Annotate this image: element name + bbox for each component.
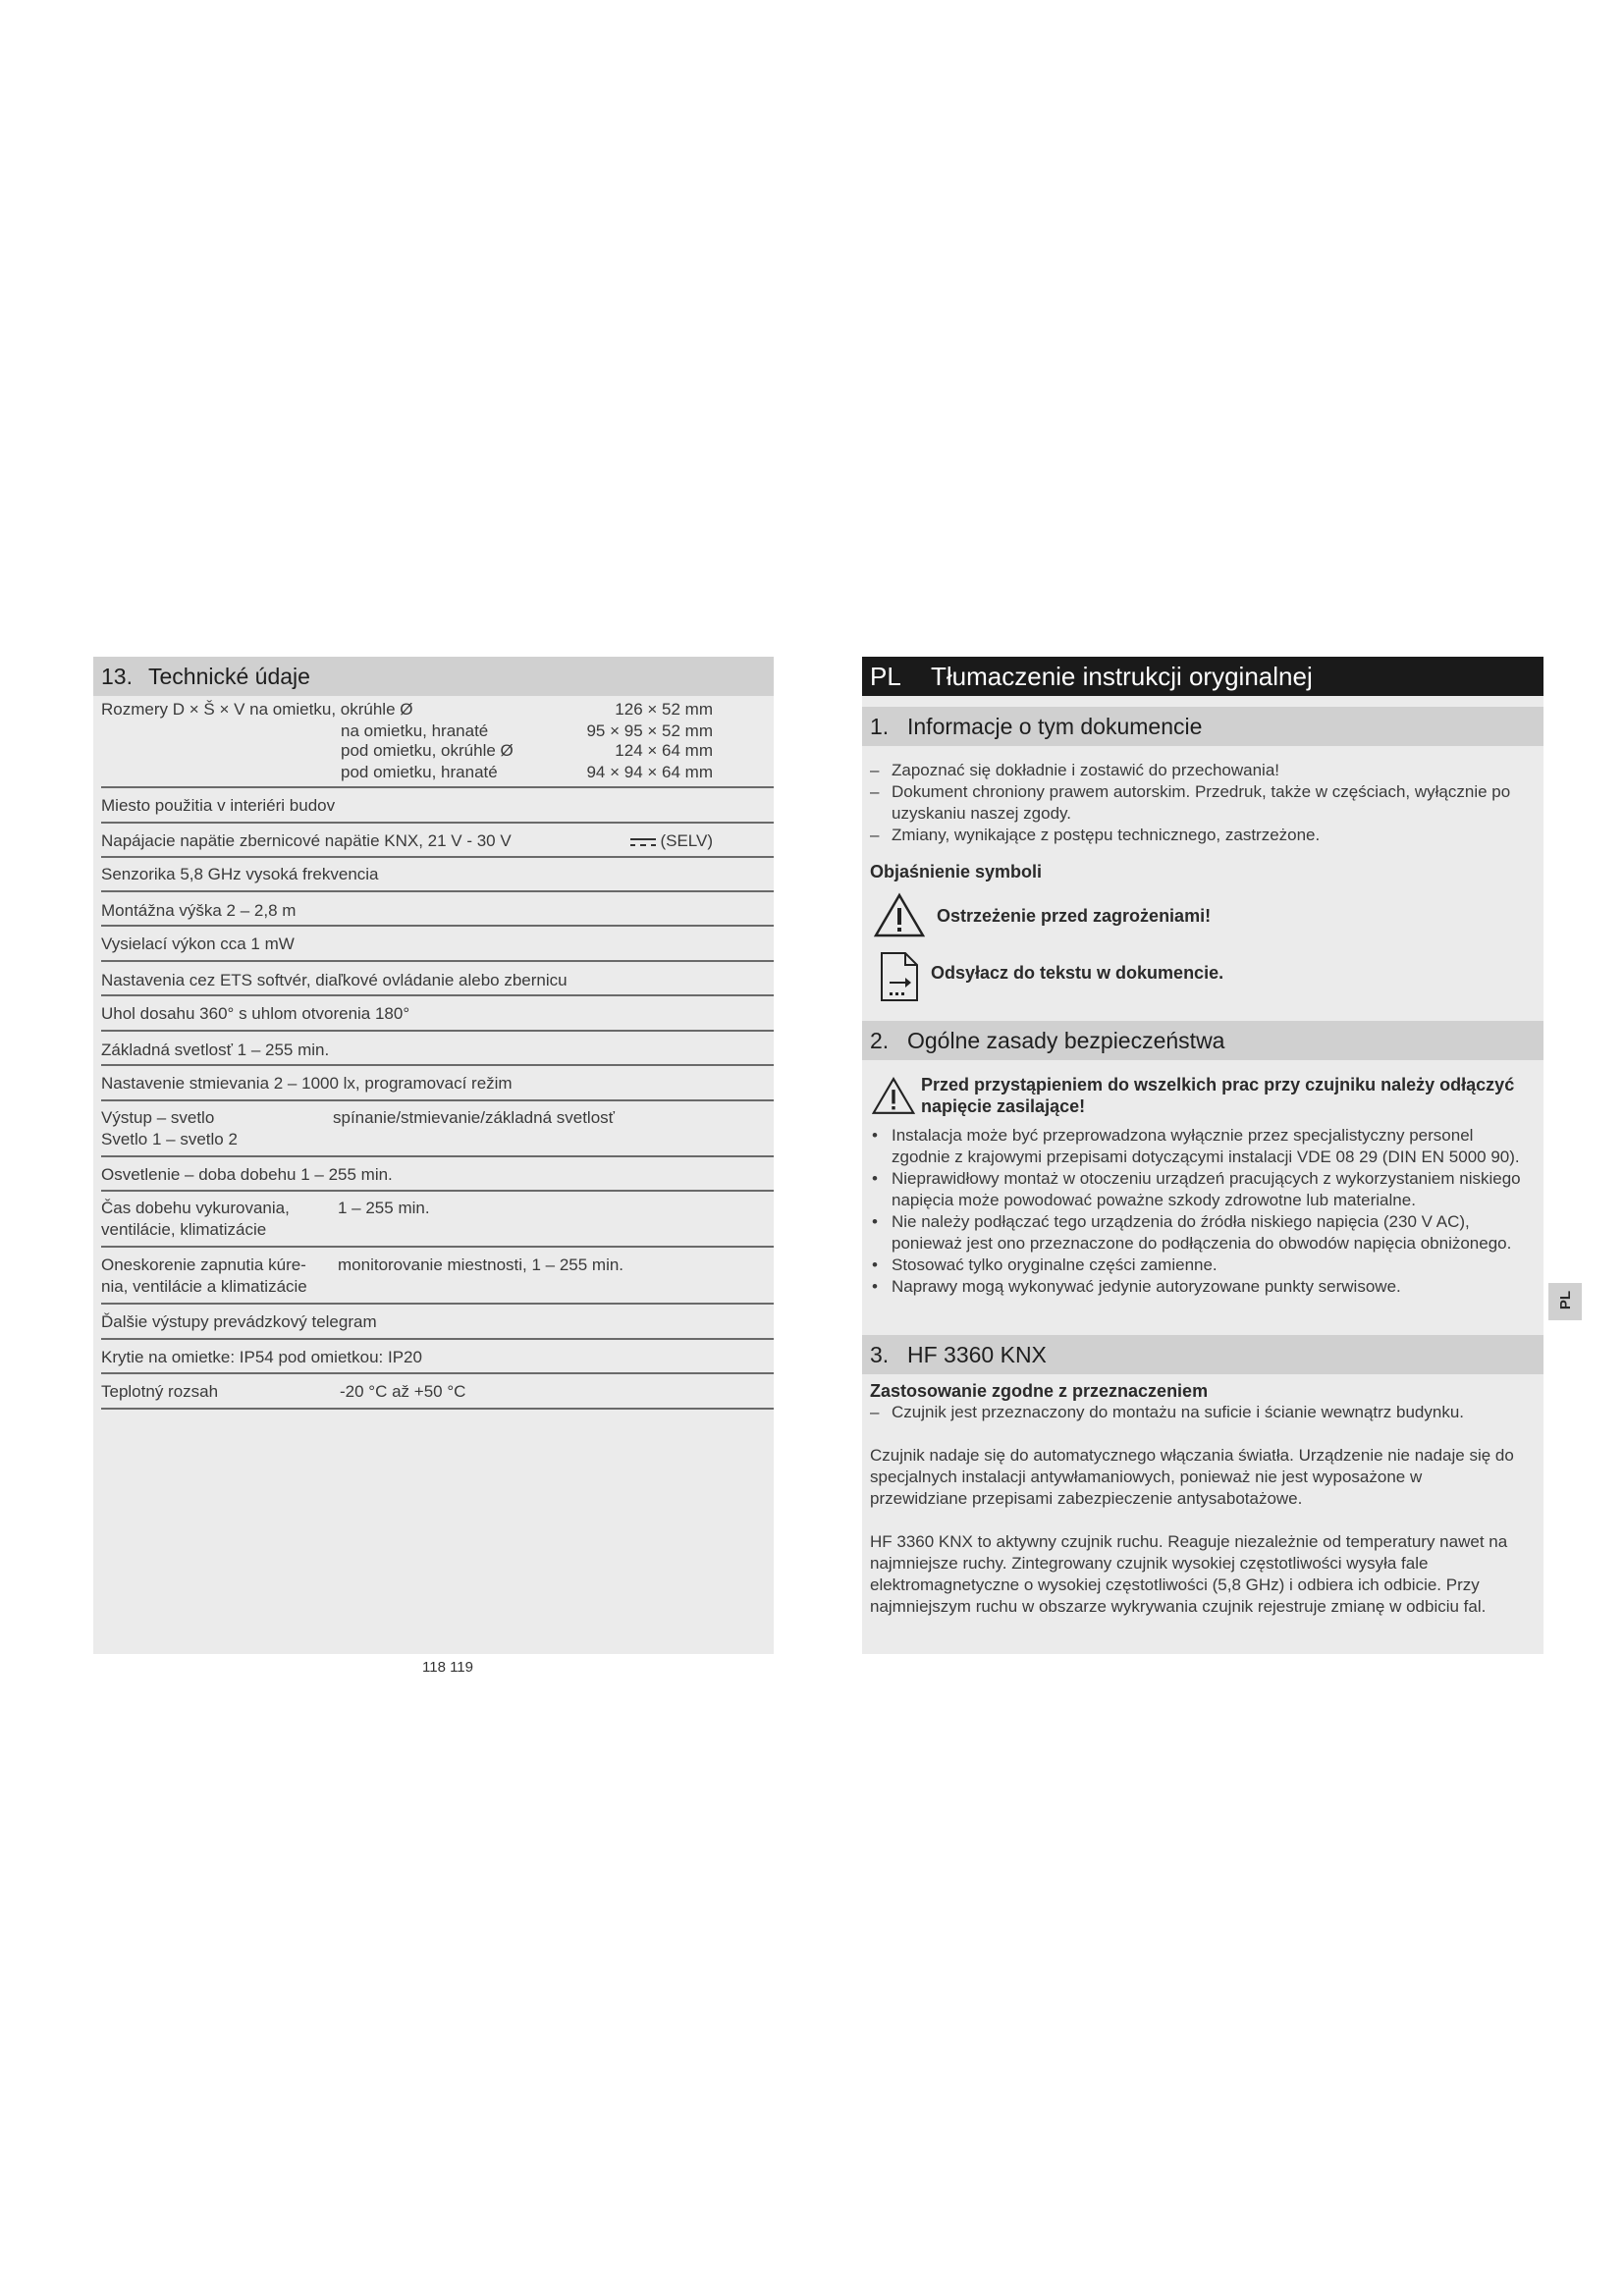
- intended-use-list: [862, 1402, 1543, 1423]
- table-row-voltage: [101, 824, 774, 858]
- page-numbers: 118 119: [422, 1659, 473, 1676]
- selv-value: [630, 830, 713, 852]
- symbol-warning-text: Ostrzeżenie przed zagrożeniami!: [937, 906, 1212, 926]
- spec-table: [93, 696, 774, 1410]
- list-item: • Instalacja może być przeprowadzona wyłącznie przez specjalistyczny personel zgodnie z krajowymi przepisami dotyczącymi instalacji VDE 08 29 (DIN EN 5000 90).: [870, 1125, 1524, 1168]
- dc-symbol-icon: [630, 836, 656, 848]
- section-number: 3.: [870, 1342, 890, 1367]
- section-13-heading: [93, 657, 774, 696]
- list-item: – Czujnik jest przeznaczony do montażu na suficie i ścianie wewnątrz budynku.: [870, 1402, 1524, 1423]
- dim-label: pod omietku, hranaté: [341, 763, 498, 781]
- row-value: spínanie/stmievanie/základná svetlosť: [333, 1108, 616, 1127]
- safety-list: [862, 1125, 1543, 1298]
- language-side-tab: [1548, 1283, 1582, 1320]
- section-1-heading: [862, 707, 1543, 746]
- row-text: Nastavenia cez ETS softvér, diaľkové ovládanie alebo zbernicu: [101, 971, 568, 989]
- table-row-heating: [101, 1192, 774, 1248]
- section-title: HF 3360 KNX: [907, 1342, 1047, 1367]
- language-code: PL: [870, 662, 901, 691]
- paragraph: Czujnik nadaje się do automatycznego włączania światła. Urządzenie nie nadaje się do specjalnych instalacji antywłamaniowych, ponieważ nie jest wyposażone w przewidziane przepisami zabezpieczenie antysabotażowe.: [870, 1446, 1514, 1508]
- document-reference-icon: [880, 951, 919, 1002]
- row-text: Montážna výška 2 – 2,8 m: [101, 901, 297, 920]
- table-row: [101, 892, 774, 927]
- paragraph: HF 3360 KNX to aktywny czujnik ruchu. Reaguje niezależnie od temperatury nawet na najmniejsze ruchy. Zintegrowany czujnik wysokiej częstotliwości wysyła fale elektromagnetyczne o wysokiej częstotliwości (5,8 GHz) i odbiera ich odbicie. Przy najmniejszym ruchu w obszarze wykrywania czujnik rejestruje zmianę w odbiciu fal.: [870, 1532, 1508, 1616]
- warning-triangle-icon: [874, 892, 925, 937]
- row-text: Výstup – svetlo: [101, 1108, 215, 1127]
- section-number: 2.: [870, 1028, 890, 1053]
- row-value: -20 °C až +50 °C: [340, 1382, 466, 1401]
- row-text: Senzorika 5,8 GHz vysoká frekvencia: [101, 865, 379, 883]
- dim-line: [101, 721, 774, 742]
- table-row: [101, 1157, 774, 1192]
- symbol-reference-row: [862, 947, 1543, 1008]
- dim-line: [101, 762, 774, 783]
- list-item: • Stosować tylko oryginalne części zamienne.: [870, 1255, 1524, 1276]
- intended-use-heading: Zastosowanie zgodne z przeznaczeniem: [870, 1381, 1209, 1401]
- warning-triangle-icon: [872, 1076, 915, 1115]
- dim-value: 94 × 94 × 64 mm: [586, 763, 713, 781]
- row-text: Nastavenie stmievania 2 – 1000 lx, programovací režim: [101, 1074, 513, 1093]
- row-text: Oneskorenie zapnutia kúre-: [101, 1255, 306, 1274]
- table-row: [101, 927, 774, 962]
- row-value: 1 – 255 min.: [338, 1199, 430, 1217]
- symbols-heading: Objaśnienie symboli: [870, 862, 1043, 881]
- table-row-output: [101, 1101, 774, 1157]
- technical-data-panel: [93, 657, 774, 1654]
- dim-label: Rozmery D × Š × V na omietku, okrúhle Ø: [101, 700, 413, 719]
- table-row: [101, 1305, 774, 1340]
- list-item: – Zmiany, wynikające z postępu technicznego, zastrzeżone.: [870, 825, 1524, 846]
- symbol-warning-row: [862, 892, 1543, 947]
- side-tab-label: PL: [1557, 1290, 1575, 1310]
- table-row: [101, 1340, 774, 1374]
- row-value: monitorovanie miestnosti, 1 – 255 min.: [338, 1255, 624, 1274]
- section-2-heading: [862, 1021, 1543, 1060]
- dim-value: 126 × 52 mm: [615, 700, 713, 719]
- row-text: Napájacie napätie zbernicové napätie KNX, 21 V - 30 V: [101, 831, 512, 850]
- table-row: [101, 1032, 774, 1066]
- table-row: [101, 788, 774, 824]
- polish-translation-panel: [862, 657, 1543, 1654]
- dim-value: 95 × 95 × 52 mm: [586, 721, 713, 740]
- section-title: Technické údaje: [148, 664, 310, 689]
- section-3-heading: [862, 1335, 1543, 1374]
- row-text: ventilácie, klimatizácie: [101, 1220, 267, 1239]
- row-text: Teplotný rozsah: [101, 1382, 219, 1401]
- section-title: Informacje o tym dokumencie: [907, 714, 1203, 739]
- section-number: 1.: [870, 714, 890, 739]
- table-row: [101, 1066, 774, 1101]
- row-text: Uhol dosahu 360° s uhlom otvorenia 180°: [101, 1004, 410, 1023]
- table-row: [101, 996, 774, 1032]
- row-text: nia, ventilácie a klimatizácie: [101, 1277, 307, 1296]
- row-text: Ďalšie výstupy prevádzkový telegram: [101, 1312, 377, 1331]
- dim-label: pod omietku, okrúhle Ø: [341, 741, 514, 760]
- dim-line: [101, 740, 774, 762]
- dim-line: [101, 699, 774, 721]
- symbol-reference-text: Odsyłacz do tekstu w dokumencie.: [931, 963, 1224, 983]
- table-row: [101, 962, 774, 996]
- list-item: • Nie należy podłączać tego urządzenia do źródła niskiego napięcia (230 V AC), ponieważ jest ono przeznaczone do podłączenia do obwodów napięcia obniżonego.: [870, 1211, 1524, 1255]
- safety-warning: [862, 1074, 1543, 1123]
- table-row-dimensions: [101, 696, 774, 788]
- selv-label: (SELV): [660, 831, 713, 850]
- list-item: • Naprawy mogą wykonywać jedynie autoryzowane punkty serwisowe.: [870, 1276, 1524, 1298]
- row-text: Čas dobehu vykurovania,: [101, 1199, 290, 1217]
- document-info-list: [862, 760, 1543, 846]
- row-text: Základná svetlosť 1 – 255 min.: [101, 1041, 330, 1059]
- section-number: 13.: [101, 664, 133, 689]
- row-text: Vysielací výkon cca 1 mW: [101, 934, 295, 953]
- dim-label: na omietku, hranaté: [341, 721, 489, 740]
- list-item: – Zapoznać się dokładnie i zostawić do przechowania!: [870, 760, 1524, 781]
- table-row-temperature: [101, 1374, 774, 1410]
- section-title: Ogólne zasady bezpieczeństwa: [907, 1028, 1225, 1053]
- list-item: • Nieprawidłowy montaż w otoczeniu urządzeń pracujących z wykorzystaniem niskiego napięcia może powodować poważne szkody zdrowotne lub materialne.: [870, 1168, 1524, 1211]
- dim-value: 124 × 64 mm: [615, 741, 713, 760]
- language-title-bar: [862, 657, 1543, 696]
- safety-warning-text: Przed przystąpieniem do wszelkich prac przy czujniku należy odłączyć napięcie zasilające!: [921, 1075, 1515, 1116]
- row-text: Krytie na omietke: IP54 pod omietkou: IP20: [101, 1348, 422, 1366]
- row-text: Miesto použitia v interiéri budov: [101, 796, 336, 815]
- table-row: [101, 858, 774, 892]
- language-title: Tłumaczenie instrukcji oryginalnej: [931, 662, 1313, 691]
- row-text: Osvetlenie – doba dobehu 1 – 255 min.: [101, 1165, 393, 1184]
- list-item: – Dokument chroniony prawem autorskim. Przedruk, także w częściach, wyłącznie po uzyskaniu naszej zgody.: [870, 781, 1524, 825]
- row-text: Svetlo 1 – svetlo 2: [101, 1130, 238, 1148]
- table-row-delay: [101, 1248, 774, 1305]
